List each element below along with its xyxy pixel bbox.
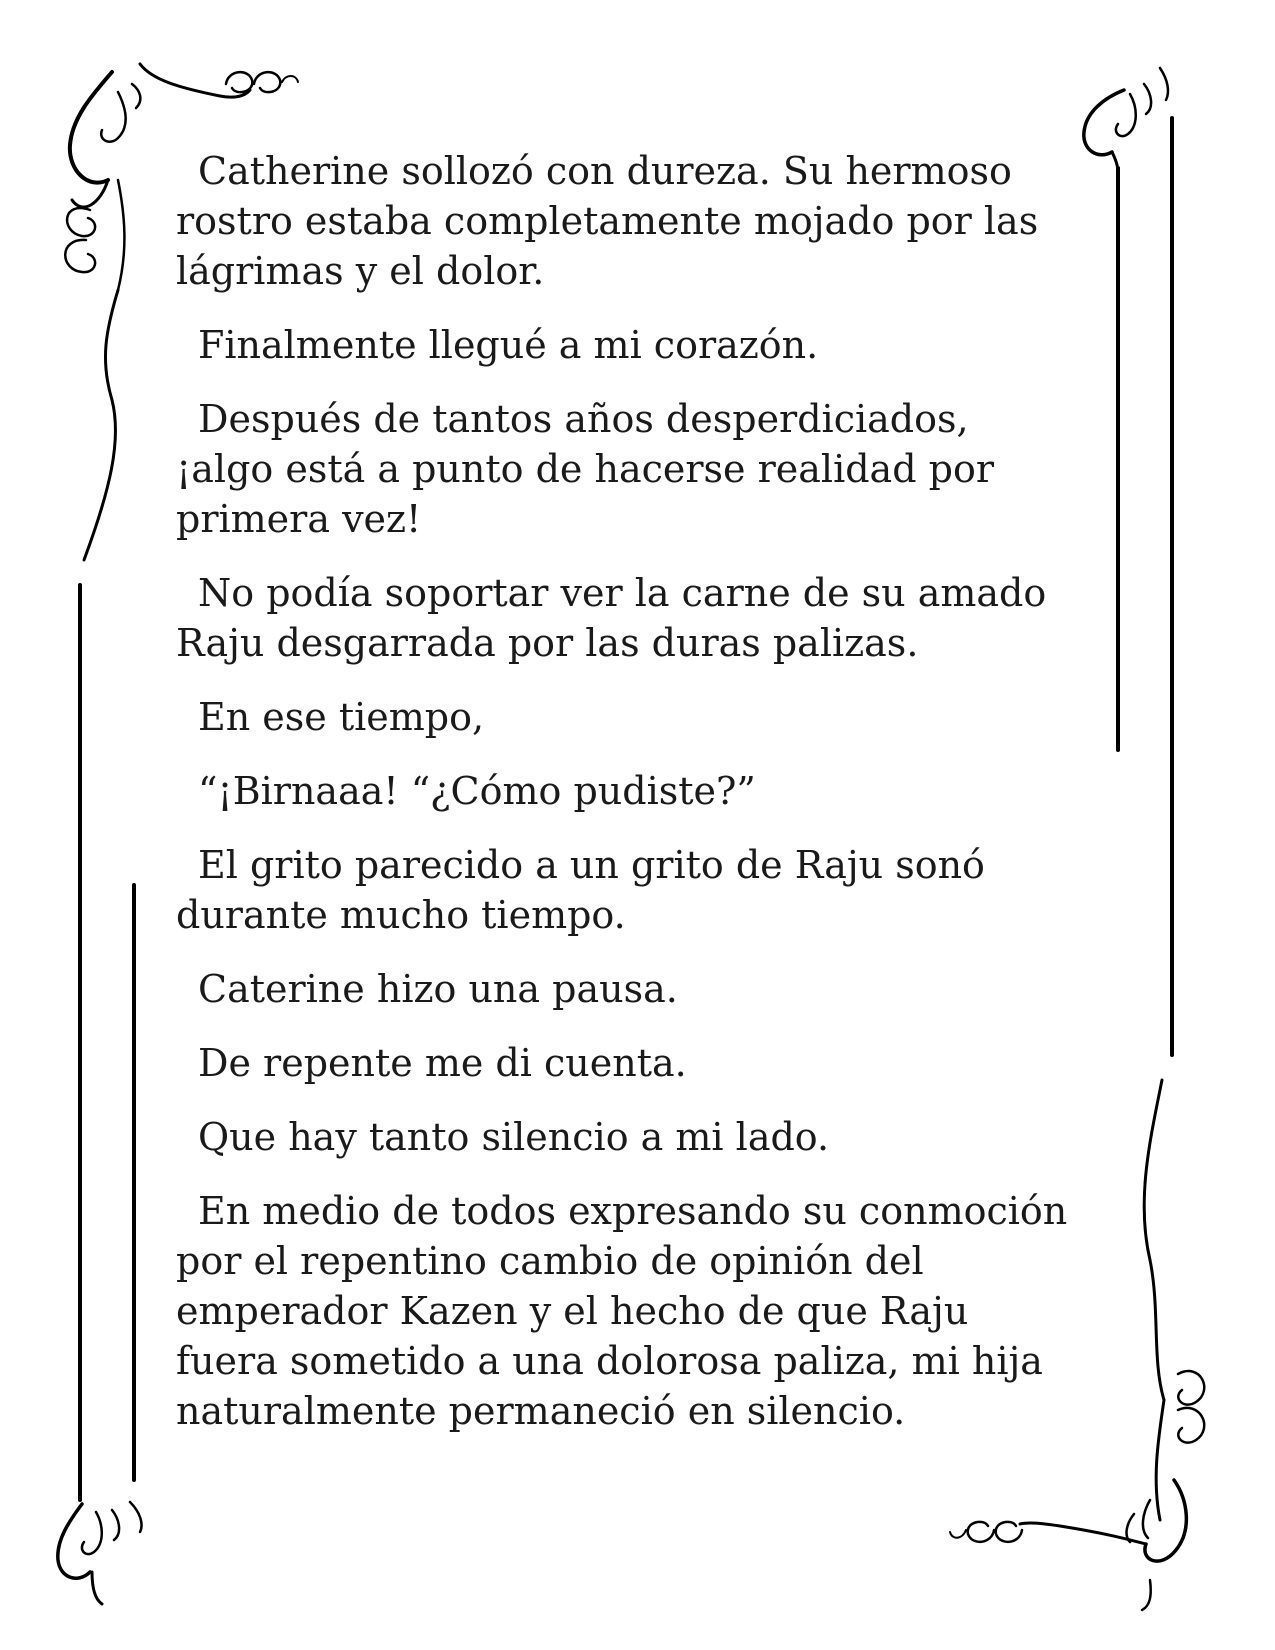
- bottom-left-flourish-icon: [58, 1502, 142, 1604]
- top-right-flourish-icon: [1084, 68, 1168, 172]
- paragraph: Caterine hizo una pausa.: [198, 967, 678, 1011]
- paragraph: Después de tantos años desperdiciados, ¡algo está a punto de hacerse realidad por primera vez!: [176, 397, 994, 541]
- body-text: [176, 146, 1076, 1460]
- paragraph: Finalmente llegué a mi corazón.: [198, 323, 819, 367]
- paragraph: Catherine sollozó con dureza. Su hermoso rostro estaba completamente mojado por las lágrimas y el dolor.: [176, 149, 1039, 293]
- paragraph: “¡Birnaaa! “¿Cómo pudiste?”: [198, 769, 756, 813]
- paragraph: No podía soportar ver la carne de su amado Raju desgarrada por las duras palizas.: [176, 571, 1047, 665]
- paragraph: Que hay tanto silencio a mi lado.: [198, 1115, 830, 1159]
- paragraph: En ese tiempo,: [198, 695, 485, 739]
- paragraph: El grito parecido a un grito de Raju sonó durante mucho tiempo.: [176, 843, 985, 937]
- paragraph: De repente me di cuenta.: [198, 1041, 687, 1085]
- paragraph: En medio de todos expresando su conmoción por el repentino cambio de opinión del emperador Kazen y el hecho de que Raju fuera sometido a una dolorosa paliza, mi hija naturalmente permaneció en silencio.: [176, 1189, 1068, 1433]
